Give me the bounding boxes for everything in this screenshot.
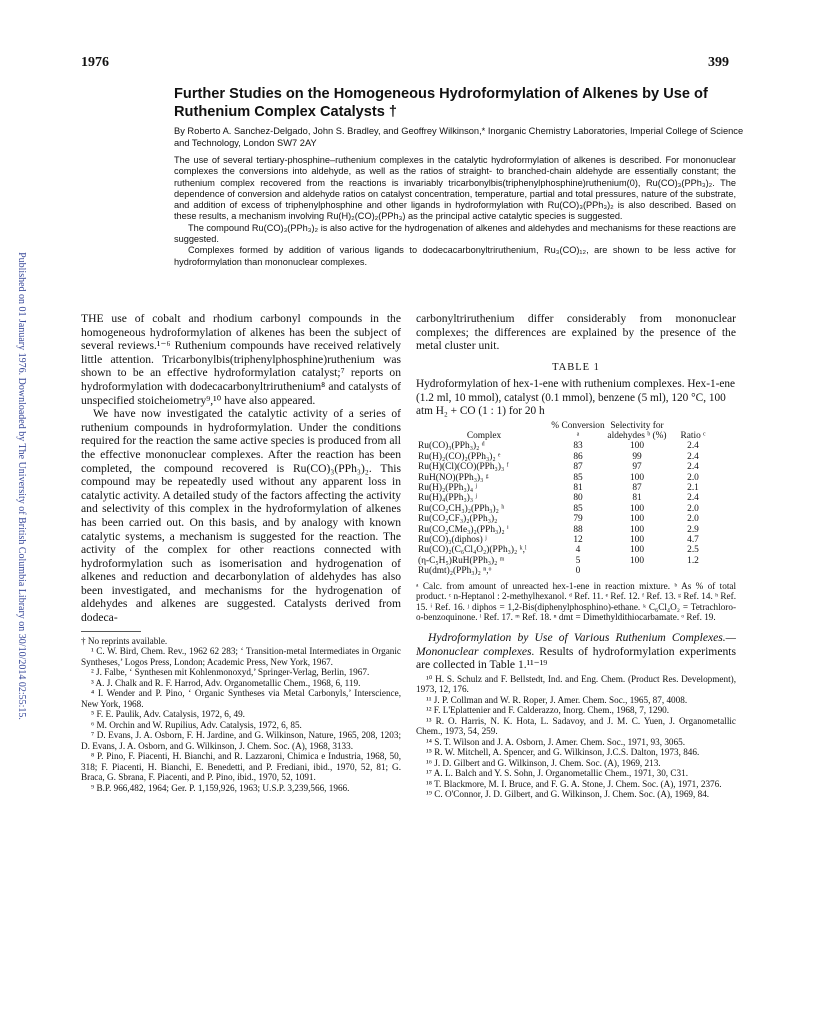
table-cell: Ru(H)₄(PPh₃)₃ ʲ <box>418 493 477 504</box>
table-cell: 80 <box>573 493 583 504</box>
table-cell: 100 <box>629 472 645 483</box>
table-row <box>418 545 718 555</box>
table-caption: Hydroformylation of hex-1-ene with ruthenium complexes. Hex-1-ene (1.2 ml, 10 mmol), catalyst (0.1 mmol), benzene (5 ml), 120 °C, 100 atm H₂ + CO (1 : 1) for 20 h <box>416 378 736 418</box>
reference-item: ¹⁵ R. W. Mitchell, A. Spencer, and G. Wilkinson, J.C.S. Dalton, 1973, 846. <box>426 747 700 758</box>
reference-item: ¹ C. W. Bird, Chem. Rev., 1962 62 283; ‘ Transition-metal Intermediates in Organic Syntheses,’ Logos Press, London; Academic Press, New York, 1967. <box>81 646 401 667</box>
table-cell <box>606 566 668 576</box>
table-cell: 85 <box>573 472 583 483</box>
reference-item: ¹³ R. O. Harris, N. K. Hota, L. Sadavoy, and J. M. C. Yuen, J. Organometallic Chem., 1973, 54, 259. <box>416 715 736 737</box>
table-label: TABLE 1 <box>552 361 600 373</box>
section-heading: Hydroformylation by Use of Various Ruthenium Complexes.—Mononuclear complexes. <box>416 631 736 658</box>
table-cell <box>668 566 718 576</box>
reference-list-left <box>81 646 401 793</box>
table-cell: 5 <box>575 555 581 566</box>
abstract-paragraph: Complexes formed by addition of various ligands to dodecacarbonyltriruthenium, Ru₃(CO)₁₂, are shown to be less active for hydroformylation than mononuclear complexes. <box>174 245 736 267</box>
table-cell: 2.4 <box>687 462 699 473</box>
article-title: Further Studies on the Homogeneous Hydroformylation of Alkenes by Use of Ruthenium Complex Catalysts † <box>174 86 708 120</box>
table-cell: 81 <box>573 483 583 494</box>
table-cell: 2.0 <box>687 514 699 525</box>
page-number: 399 <box>708 55 729 70</box>
table-cell: 1.2 <box>687 555 699 566</box>
reference-item: ⁹ B.P. 966,482, 1964; Ger. P. 1,159,926, 1963; U.S.P. 3,239,566, 1966. <box>91 782 350 793</box>
reference-item: ¹¹ J. P. Collman and W. R. Roper, J. Amer. Chem. Soc., 1965, 87, 4008. <box>426 694 688 705</box>
table-cell: 100 <box>629 535 645 546</box>
table-cell: 2.0 <box>687 472 699 483</box>
table-row <box>418 483 718 493</box>
table-cell: Ru(CO₂CMe₃)₂(PPh₃)₂ ⁱ <box>418 524 509 535</box>
table-cell: 12 <box>573 535 583 546</box>
reference-item: ³ A. J. Chalk and R. F. Harrod, Adv. Organometallic Chem., 1968, 6, 119. <box>91 677 361 688</box>
table-row <box>418 493 718 503</box>
reference-list-right <box>416 674 736 800</box>
table-cell: 2.4 <box>687 493 699 504</box>
reference-item: ⁵ F. E. Paulik, Adv. Catalysis, 1972, 6, 49. <box>91 709 245 720</box>
table-cell: 2.4 <box>687 441 699 452</box>
table-row <box>418 556 718 566</box>
reference-item: ¹⁴ S. T. Wilson and J. A. Osborn, J. Amer. Chem. Soc., 1971, 93, 3065. <box>426 736 686 747</box>
table-row <box>418 462 718 472</box>
table-cell: 86 <box>573 451 583 462</box>
table-cell: 83 <box>573 441 583 452</box>
reference-item: ¹⁰ H. S. Schulz and F. Bellstedt, Ind. and Eng. Chem. (Product Res. Development), 1973, 12, 176. <box>416 673 736 695</box>
table-cell: 4.7 <box>687 535 699 546</box>
reference-item: ² J. Falbe, ‘ Synthesen mit Kohlenmonoxyd,’ Springer-Verlag, Berlin, 1967. <box>91 667 370 678</box>
abstract-paragraph: The use of several tertiary-phosphine–ruthenium complexes in the catalytic hydroformylation of alkenes is described. For mononuclear complexes the conversions into aldehyde, as well as the ratios of straight- to branched-chain aldehyde are essentially constant; the ruthenium complex recovered from the reactions is invariably tricarbonylbis(triphenylphosphine)ruthenium(0), Ru(CO)₃(PPh₃)₂. The dependence of conversion and aldehyde ratios on catalyst concentration, temperature, partial and total pressures, nature of the substrate, and addition of excess of triphenylphosphine and other ligands in hydroformylation with Ru(CO)₃(PPh₃)₂ is also described. Based on these results, a mechanism involving Ru(H)₂(CO)₂(PPh₃) as the principal active catalytic species is suggested. <box>174 155 736 222</box>
table-cell: (η-C₅H₅)RuH(PPh₃)₂ ᵐ <box>418 555 505 566</box>
header-cell: Ratio ᶜ <box>680 431 706 441</box>
table-cell: RuH(NO)(PPh₃)₃ ᵍ <box>418 472 489 483</box>
table-cell: 87 <box>573 462 583 473</box>
table-row <box>418 452 718 462</box>
table-cell: Ru(CO₂CH₃)₂(PPh₃)₂ ʰ <box>418 503 505 514</box>
body-paragraph: carbonyltriruthenium differ considerably from mononuclear complexes; the differences are explained by the presence of the metal cluster unit. <box>416 312 736 353</box>
table-cell: 79 <box>573 514 583 525</box>
table-cell: 100 <box>629 503 645 514</box>
right-column <box>416 312 736 800</box>
table-cell: 99 <box>632 451 642 462</box>
table-row <box>418 525 718 535</box>
table-cell: 100 <box>629 545 645 556</box>
table-cell: 100 <box>629 524 645 535</box>
reference-item: ¹⁷ A. L. Balch and Y. S. Sohn, J. Organometallic Chem., 1971, 30, C31. <box>426 768 689 779</box>
article-authors: By Roberto A. Sanchez-Delgado, John S. Bradley, and Geoffrey Wilkinson,* Inorganic Chemistry Laboratories, Imperial College of Science and Technology, London SW7 2AY <box>174 126 744 148</box>
table-notes: ᵃ Calc. from amount of unreacted hex-1-ene in reaction mixture. ᵇ As % of total product. ᶜ n-Heptanol : 2-methylhexanol. ᵈ Ref. 11. ᵉ Ref. 12. ᶠ Ref. 13. ᵍ Ref. 14. ʰ Ref. 15. ⁱ Ref. 16. ʲ diphos = 1,2-Bis(diphenylphosphino)-ethane. ᵏ C₆Cl₄O₂ = Tetrachloro-o-benzoquinone. ˡ Ref. 17. ᵐ Ref. 18. ⁿ dmt = Dimethyldithiocarbamate. ᵒ Ref. 19. <box>416 580 736 623</box>
body-paragraph: THE use of cobalt and rhodium carbonyl compounds in the homogeneous hydroformylation of alkenes has been the subject of several reviews.¹⁻⁶ Ruthenium compounds have received relatively little attention. Tricarbonylbis(triphenylphosphine)ruthenium was shown to be an effective hydroformylation catalyst;⁷ reports on hydroformylation with dodecacarbonyltriruthenium⁸ and catalysts of unspecified stoicheiometry⁹,¹⁰ have also appeared. <box>81 312 401 407</box>
reference-item: ¹² F. L'Eplattenier and F. Calderazzo, Inorg. Chem., 1968, 7, 1290. <box>426 705 670 716</box>
table-body <box>418 441 718 576</box>
table-row <box>418 504 718 514</box>
results-table <box>418 421 718 577</box>
table-cell: 87 <box>632 483 642 494</box>
reference-item: ⁶ M. Orchin and W. Rupilius, Adv. Catalysis, 1972, 6, 85. <box>91 719 302 730</box>
table-cell: Ru(CO)₂(C₆Cl₄O₂)(PPh₃)₂ ᵏ,ˡ <box>418 545 527 556</box>
table-cell: Ru(CO)₃(diphos) ʲ <box>418 535 487 546</box>
table-cell: Ru(H)₂(CO)₂(PPh₃)₂ ᵉ <box>418 451 501 462</box>
table-cell: 2.9 <box>687 524 699 535</box>
table-cell: 0 <box>575 566 581 577</box>
table-cell: 100 <box>629 555 645 566</box>
header-cell: Selectivity for aldehydes ᵇ (%) <box>607 420 667 441</box>
section-paragraph <box>416 631 736 672</box>
table-cell: 2.5 <box>687 545 699 556</box>
table-cell: 85 <box>573 503 583 514</box>
download-watermark <box>10 6 32 966</box>
left-column <box>81 312 401 793</box>
table-cell: Ru(H)(Cl)(CO)(PPh₃)₃ ᶠ <box>418 462 509 473</box>
table-cell: 97 <box>632 462 642 473</box>
table-row <box>418 473 718 483</box>
table-cell: Ru(CO)₃(PPh₃)₂ ᵈ <box>418 441 485 452</box>
table-row <box>418 441 718 451</box>
reference-item: ¹⁶ J. D. Gilbert and G. Wilkinson, J. Chem. Soc. (A), 1969, 213. <box>426 757 661 768</box>
table-cell: 100 <box>629 514 645 525</box>
table-row <box>418 535 718 545</box>
reference-item: ⁸ P. Pino, F. Piacenti, H. Bianchi, and R. Lazzaroni, Chimica e Industria, 1968, 50, 318; F. Piacenti, H. Bianchi, E. Benedetti, and P. Frediani, ibid., 1970, 52, 81; G. Braca, G. Sbrana, F. Piacenti, and P. Pino, ibid., 1970, 52, 1091. <box>81 751 401 783</box>
abstract <box>174 155 736 268</box>
abstract-paragraph: The compound Ru(CO)₃(PPh₃)₂ is also active for the hydrogenation of alkenes and aldehydes and mechanisms for these reactions are suggested. <box>174 222 736 245</box>
table-cell: Ru(dmt)₂(PPh₃)₂ ⁿ,ᵒ <box>418 566 492 577</box>
footnote-rule <box>81 631 141 632</box>
header-cell: % Conversion ᵃ <box>551 420 605 441</box>
table-cell: 2.4 <box>687 451 699 462</box>
table-cell: 2.0 <box>687 503 699 514</box>
table-cell: 100 <box>629 441 645 452</box>
body-paragraph: We have now investigated the catalytic activity of a series of ruthenium compounds in hydroformylation. Under the conditions required for the reaction the same active species is produced from all the effective mononuclear complexes. After the reaction has been completed, the compound recovered is Ru(CO)₃(PPh₃)₂. This compound may be repeatedly used without any apparent loss in catalytic activity. A detailed study of the factors affecting the activity and selectivity of this complex in the hydroformylation of alkenes has been carried out. On this basis, and by analogy with known catalytic systems, a mechanism is suggested for the reaction. The activity of the complex for other reactions connected with hydroformylation such as isomerisation and hydrogenation of alkenes and reduction and decarbonylation of aldehydes has also been investigated, and mechanisms for the hydrogenation of aldehydes and alkenes are suggested. Catalysts derived from dodeca- <box>81 407 401 625</box>
reference-item: ¹⁸ T. Blackmore, M. I. Bruce, and F. G. A. Stone, J. Chem. Soc. (A), 1971, 2376. <box>426 778 722 789</box>
table-cell: Ru(CO₂CF₃)₂(PPh₃)₂ <box>418 514 498 525</box>
section-text: Results of hydroformylation experiments are collected in Table 1.¹¹⁻¹⁹ <box>416 644 736 672</box>
reference-item: ⁴ I. Wender and P. Pino, ‘ Organic Syntheses via Metal Carbonyls,’ Interscience, New York, 1968. <box>81 688 401 709</box>
table-cell: 88 <box>573 524 583 535</box>
footnote: † No reprints available. <box>81 635 168 646</box>
header-cell: Complex <box>466 431 502 441</box>
journal-year: 1976 <box>81 55 109 70</box>
reference-item: ⁷ D. Evans, J. A. Osborn, F. H. Jardine, and G. Wilkinson, Nature, 1965, 208, 1203; D. Evans, J. A. Osborn, and G. Wilkinson, J. Chem. Soc. (A), 1968, 3133. <box>81 730 401 751</box>
table-header-row <box>418 421 718 442</box>
table-cell: 81 <box>632 493 642 504</box>
table-cell: 2.1 <box>687 483 699 494</box>
download-notice: Published on 01 January 1976. Downloaded by The University of British Columbia Library on 30/10/2014 02:55:15. <box>16 252 27 720</box>
reference-item: ¹⁹ C. O'Connor, J. D. Gilbert, and G. Wilkinson, J. Chem. Soc. (A), 1969, 84. <box>426 789 710 800</box>
table-row <box>418 566 718 576</box>
table-cell: Ru(H)₂(PPh₃)₄ ʲ <box>418 483 477 494</box>
table-cell: 4 <box>575 545 581 556</box>
table-row <box>418 514 718 524</box>
